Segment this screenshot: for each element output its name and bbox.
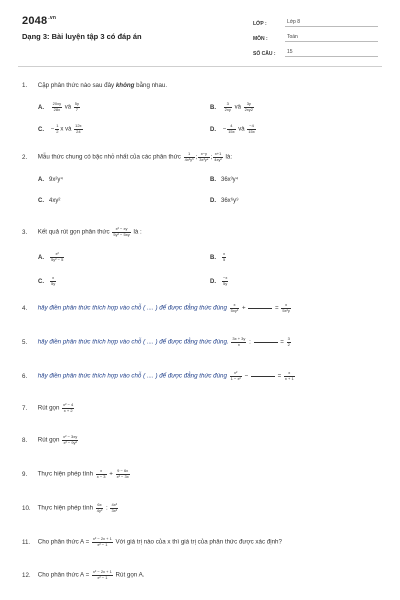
question-2: 2. Mẫu thức chung có bậc nhỏ nhất của các phân thức $\frac{1}{\text{4x²y³}}$ ; $\frac{x-y}{\text{3x³y⁴}}$ ; $\frac{x+1}{\text{4xy²}}$ là: (22, 151, 233, 162)
meta-count (253, 46, 378, 57)
option-letter: A. (38, 177, 44, 183)
answer-blank[interactable] (254, 342, 278, 343)
question-number: 8. (22, 436, 28, 444)
option-text: 9x²y⁴ (49, 177, 63, 183)
answer-blank[interactable] (251, 376, 275, 377)
fraction: $\frac{x}{\text{5x²y}}$ (282, 302, 290, 313)
meta-subject-value: Toán (285, 34, 378, 42)
q1-option-a[interactable]: A. $\frac{20xy}{28x}$ và $\frac{5y}{7}$ (38, 101, 80, 112)
question-text: Cho phân thức A = (37, 571, 90, 579)
question-1 (22, 82, 167, 89)
fraction: $\frac{\text{x² − 4}}{x + 2}$ (63, 402, 74, 413)
option-text: 4xy² (49, 198, 61, 204)
fraction: $\frac{\text{x² − 3xy}}{\text{x² − 9y²}}$ (63, 434, 78, 445)
option-letter: D. (210, 126, 216, 133)
fraction: $\frac{\text{x² − xy}}{\text{5y² − 5xy}}$ (113, 226, 130, 237)
fraction: $\frac{6x}{\text{4y²}}$ (96, 502, 103, 513)
q3-option-d[interactable] (210, 276, 229, 286)
q1-option-b[interactable]: B. $\frac{3}{2xy}$ và $\frac{3y}{2xy2}$ (210, 101, 254, 112)
question-number: 7. (22, 404, 28, 412)
fraction: $\frac{5y}{7}$ (74, 101, 80, 112)
fraction: $\frac{1}{2}$ (56, 123, 59, 134)
fraction: $\frac{x-y}{\text{3x³y⁴}}$ (199, 151, 209, 162)
question-number: 2. (22, 153, 28, 161)
question-11 (22, 537, 282, 547)
fraction: $\frac{20xy}{28x}$ (52, 101, 62, 112)
question-number: 5. (22, 338, 28, 346)
question-text-end: Với giá trị nào của x thì giá trị của phân thức được xác định? (113, 538, 282, 546)
logo-suffix: .vn (48, 15, 57, 22)
question-12 (22, 570, 144, 580)
option-letter: B. (210, 104, 216, 111)
fraction: $\frac{12x}{24}$ (75, 123, 82, 134)
fraction: $\frac{x}{x - 3}$ (96, 468, 106, 479)
option-letter: D. (210, 198, 216, 204)
option-text: 36x³y⁴ (221, 177, 239, 183)
question-text: Cặp phân thức nào sau đây (37, 82, 116, 89)
meta-subject-label: MÔN : (253, 36, 268, 42)
question-text-end: Rút gọn A. (113, 571, 145, 579)
fraction: $\frac{-4}{15x}$ (248, 123, 255, 134)
option-letter: C. (38, 126, 44, 133)
fraction: $\frac{9 - 6x}{\text{x² − 3x}}$ (116, 468, 129, 479)
option-letter: A. (38, 254, 44, 261)
answer-blank[interactable] (248, 308, 272, 309)
q3-option-a[interactable] (38, 252, 65, 262)
question-text: hãy điền phân thức thích hợp vào chỗ ( .... ) để được đẳng thức đúng. (37, 338, 229, 346)
option-text: 36x⁶y⁹ (221, 198, 239, 204)
question-text-end: bằng nhau. (134, 82, 168, 89)
fraction: $\frac{x}{\text{5xy²}}$ (230, 302, 239, 313)
fraction: $\frac{3x + 3y}{x}$ (232, 336, 246, 347)
option-letter: A. (38, 104, 44, 111)
question-number: 9. (22, 470, 28, 478)
meta-count-label: SỐ CÂU : (253, 51, 276, 57)
question-number: 6. (22, 372, 28, 380)
fraction: $\frac{3}{2xy}$ (224, 101, 231, 112)
fraction: $\frac{x+1}{\text{4xy²}}$ (214, 151, 222, 162)
meta-count-value: 15 (285, 49, 378, 57)
fraction: $\frac{x}{5y}$ (51, 275, 56, 286)
fraction: $\frac{x}{5}$ (223, 251, 226, 262)
q3-option-b[interactable] (210, 252, 227, 262)
question-text: hãy điền phân thức thích hợp vào chỗ ( .... ) để được đẳng thức đúng (37, 304, 227, 312)
page-title: Dạng 3: Bài luyện tập 3 có đáp án (22, 32, 142, 41)
fraction: $\frac{x}{x + 1}$ (284, 370, 294, 381)
fraction: $\frac{\text{4x²}}{\text{3x²}}$ (111, 502, 118, 513)
option-letter: C. (38, 278, 44, 285)
question-4: 4. hãy điền phân thức thích hợp vào chỗ ( .... ) để được đẳng thức đúng $\frac{x}{\text{5xy²}}$ + = $\frac{x}{\text{5x²y}}$ (22, 302, 290, 313)
q2-option-c[interactable] (38, 198, 60, 204)
fraction: $\frac{\text{x² − 2x + 1}}{\text{x² − 1}}$ (92, 536, 112, 547)
question-number: 3. (22, 228, 28, 236)
meta-class-label: LỚP : (253, 21, 267, 27)
fraction: $\frac{\text{x² − 2x + 1}}{\text{x² − 1}}$ (92, 569, 112, 580)
question-number: 4. (22, 304, 28, 312)
question-number: 10. (22, 504, 31, 512)
header-divider (18, 66, 382, 67)
question-number: 11. (22, 538, 31, 546)
q2-option-a[interactable] (38, 177, 63, 183)
meta-box (253, 16, 378, 61)
question-emphasis: không (115, 82, 135, 89)
question-text: Cho phân thức A = (37, 538, 90, 546)
option-letter: D. (210, 278, 216, 285)
meta-class-value: Lớp 8 (285, 19, 378, 27)
question-7 (22, 403, 75, 413)
question-text: Kết quả rút gọn phân thức (37, 228, 110, 236)
question-8 (22, 435, 79, 445)
question-5: 5. hãy điền phân thức thích hợp vào chỗ ( .... ) để được đẳng thức đúng. $\frac{3x + 3y}{x}$ : = $\frac{3}{2}$ (22, 336, 290, 347)
fraction: $\frac{\text{x²}}{\text{5y² − 5}}$ (51, 251, 64, 262)
site-logo[interactable] (22, 15, 56, 27)
question-number: 12. (22, 571, 31, 579)
fraction: $\frac{3}{2}$ (287, 336, 290, 347)
meta-class (253, 16, 378, 27)
option-letter: B. (210, 177, 216, 183)
q1-option-c[interactable]: C. − $\frac{1}{2}$ x và $\frac{12x}{24}$ (38, 123, 82, 134)
option-letter: B. (210, 254, 216, 261)
question-number: 1. (22, 82, 28, 89)
fraction: $\frac{3y}{2xy2}$ (244, 101, 254, 112)
q1-option-d[interactable]: D. − $\frac{4}{15x}$ và $\frac{-4}{15x}$ (210, 123, 255, 134)
q3-option-c[interactable] (38, 276, 57, 286)
logo-text: 2048 (22, 15, 48, 27)
question-text: Rút gọn (37, 436, 60, 444)
question-text: hãy điền phân thức thích hợp vào chỗ ( .... ) để được đẳng thức đúng (37, 372, 227, 380)
question-text: Mẫu thức chung có bậc nhỏ nhất của các phân thức (37, 153, 181, 161)
meta-subject (253, 31, 378, 42)
question-text: Rút gọn (37, 404, 60, 412)
question-6: 6. hãy điền phân thức thích hợp vào chỗ ( .... ) để được đẳng thức đúng $\frac{\text{x²}}{\text{1 − x²}}$ − = $\frac{x}{x + 1}$ (22, 370, 294, 381)
question-text: Thực hiện phép tính (37, 470, 94, 478)
question-3: 3. Kết quả rút gọn phân thức $\frac{\text{x² − xy}}{\text{5y² − 5xy}}$ là : (22, 226, 142, 237)
fraction: $\frac{4}{15x}$ (228, 123, 235, 134)
question-9: 9. Thực hiện phép tính $\frac{x}{x - 3}$ + $\frac{9 - 6x}{\text{x² − 3x}}$ (22, 468, 129, 479)
fraction: $\frac{-x}{5y}$ (223, 275, 228, 286)
q2-option-b[interactable] (210, 177, 238, 183)
fraction: $\frac{\text{x²}}{\text{1 − x²}}$ (230, 370, 241, 381)
question-10: 10. Thực hiện phép tính $\frac{6x}{\text{4y²}}$ : $\frac{\text{4x²}}{\text{3x²}}$ (22, 502, 118, 513)
option-letter: C. (38, 198, 44, 204)
q2-option-d[interactable] (210, 198, 239, 204)
fraction: $\frac{1}{\text{4x²y³}}$ (184, 151, 194, 162)
question-text: Thực hiện phép tính (37, 504, 94, 512)
